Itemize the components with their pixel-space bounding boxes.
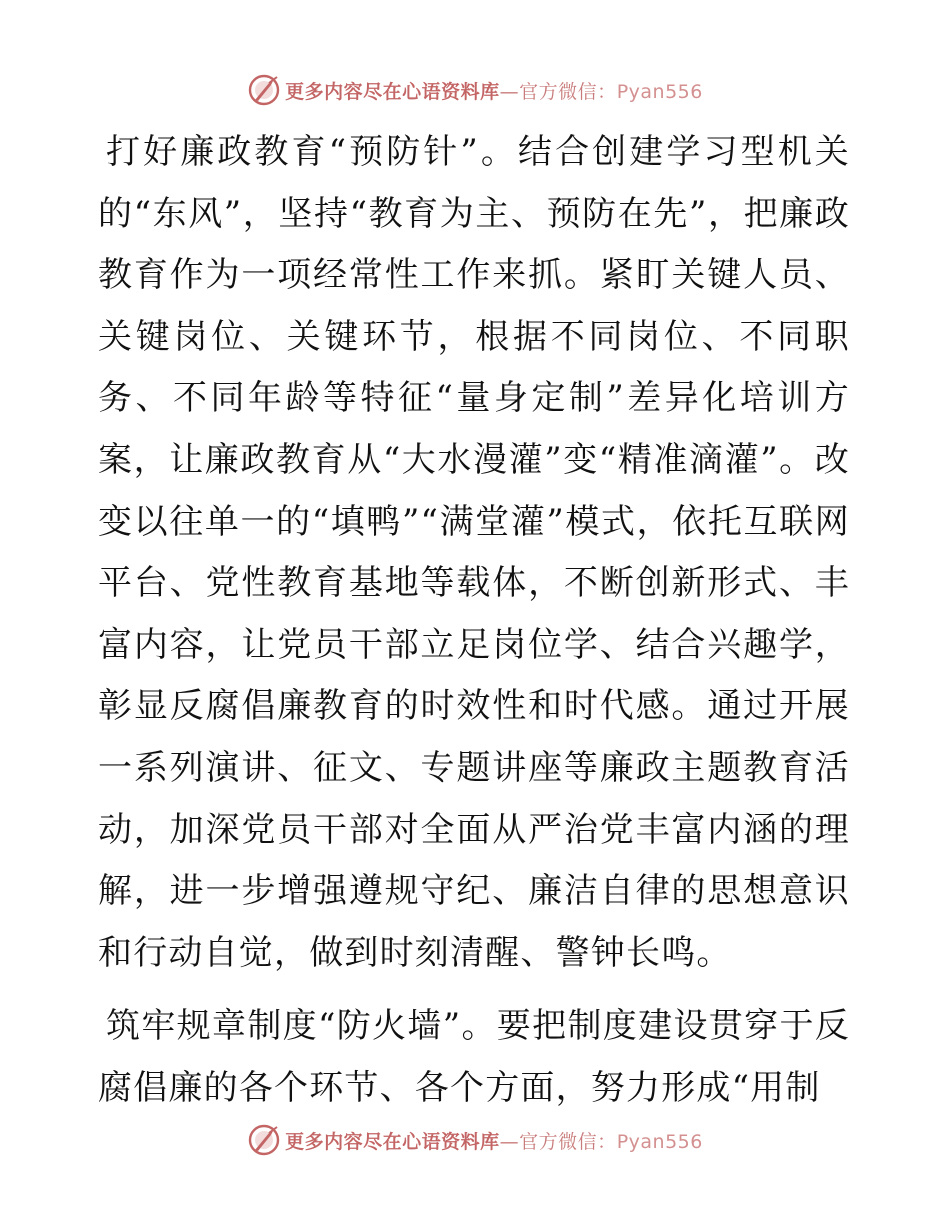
watermark-text xyxy=(285,77,703,104)
quill-pen-logo-icon xyxy=(247,73,281,107)
watermark-text xyxy=(285,1127,703,1154)
watermark-separator: — xyxy=(499,80,520,103)
document-body xyxy=(98,122,850,1132)
watermark-wechat-id: Pyan556 xyxy=(616,1130,703,1153)
watermark-separator: — xyxy=(499,1130,520,1153)
watermark-official-label: 官方微信： xyxy=(519,80,617,103)
watermark-official-label: 官方微信： xyxy=(519,1130,617,1153)
watermark-wechat-id: Pyan556 xyxy=(616,80,703,103)
watermark-brand: 更多内容尽在心语资料库 xyxy=(285,1130,500,1153)
paragraph-2: 筑牢规章制度“防火墙”。要把制度建设贯穿于反腐倡廉的各个环节、各个方面，努力形成“用制 xyxy=(98,1006,850,1108)
quill-pen-logo-icon xyxy=(247,1123,281,1157)
paragraph-1: 打好廉政教育“预防针”。结合创建学习型机关的“东风”，坚持“教育为主、预防在先”，把廉政教育作为一项经常性工作来抓。紧盯关键人员、关键岗位、关键环节，根据不同岗位、不同职务、不同年龄等特征“量身定制”差异化培训方案，让廉政教育从“大水漫灌”变“精准滴灌”。改变以往单一的“填鸭”“满堂灌”模式，依托互联网平台、党性教育基地等载体，不断创新形式、丰富内容，让党员干部立足岗位学、结合兴趣学，彰显反腐倡廉教育的时效性和时代感。通过开展一系列演讲、征文、专题讲座等廉政主题教育活动，加深党员干部对全面从严治党丰富内涵的理解，进一步增强遵规守纪、廉洁自律的思想意识和行动自觉，做到时刻清醒、警钟长鸣。 xyxy=(98,132,850,973)
header-watermark xyxy=(0,70,950,110)
footer-watermark xyxy=(0,1120,950,1160)
watermark-brand: 更多内容尽在心语资料库 xyxy=(285,80,500,103)
